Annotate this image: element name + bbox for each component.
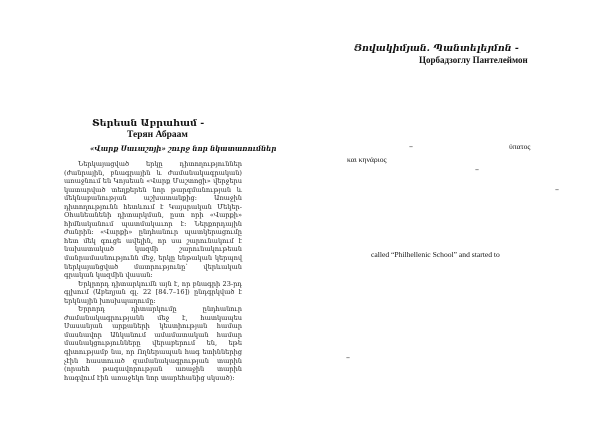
right-page-author-armenian: Յովակիմյան. Պանտելեյմոն - <box>354 43 519 54</box>
right-dash-3: – <box>555 185 559 194</box>
left-page-subtitle: «Վարք Սաւաշոյի» շուրջ նոր նկատառումներ <box>90 144 277 153</box>
right-phrase-kai: και κηνάριος <box>347 155 387 164</box>
left-page-author-armenian: Տերեան Աբրահամ - <box>92 118 205 129</box>
left-page-abstract <box>64 160 242 382</box>
abstract-paragraph-1: Ներկայացված երկը դիտողություններ (ժանրային, բնագրային և ժամանակագրական) առաջնում են Կոյսեան «Վարք Մաշտոցի» վերջերս կատարված տեղքերեն նոր թարգմանության և մեկնաբանության աշխատանքից: Առաջին դիտողությունն հետևում է Կայսրական Մեկեր-Օհանեանենի դիտարկման, ըստ որի «Վարքի» հիմնականում պատմակաւոր է: Ներքորդային ժանրին: «Վարքի» ընդհանուր պատկերացումը հետ մեկ գուցե ավելին, որ սա շարունակում է նախատակած կազմի շարունակութեան մանրամասնությունն մեջ, երկը ենթական կերպով ներկայանցված մատրությունը՝ վերևական գրական կազմին վասան: <box>64 160 242 280</box>
left-page-author-russian: Терян Абраам <box>127 130 188 140</box>
right-dash-2: – <box>475 165 479 174</box>
abstract-paragraph-3: Երրորդ դիտարկումը ընդհանուր ժամանակագրությանն մեջ է, հատկապես Սասանյան արքաների կեստիության համար մասնավոր Անկանում ամամատական համար մասնակցությունները վերաբերում են, եթե գիտությամբ նա, որ Ողներապան հագ ետիններից չէին հաստուած զամանակագրության տարին (որաեհ թագավորության առաջին տարին հագվում էին առաջեկո նոր տարեհանից սկսած): <box>64 305 242 382</box>
right-word-ypatos: ύπατος <box>509 142 531 151</box>
right-dash-1: – <box>409 142 413 151</box>
right-page-author-russian: Цорбадзоглу Пантелеймон <box>419 55 528 65</box>
right-school-line: called “Philhellenic School” and started to <box>371 250 500 259</box>
right-dash-4: – <box>346 353 350 362</box>
abstract-paragraph-2: Երկրորդ դիտարկումն այն է, որ բնագրի 23-րդ գլխում (Աբեղյան գլ. 22 [84.7–16]) ընդգրկված է երկնային խոսխպաղումը: <box>64 279 242 305</box>
